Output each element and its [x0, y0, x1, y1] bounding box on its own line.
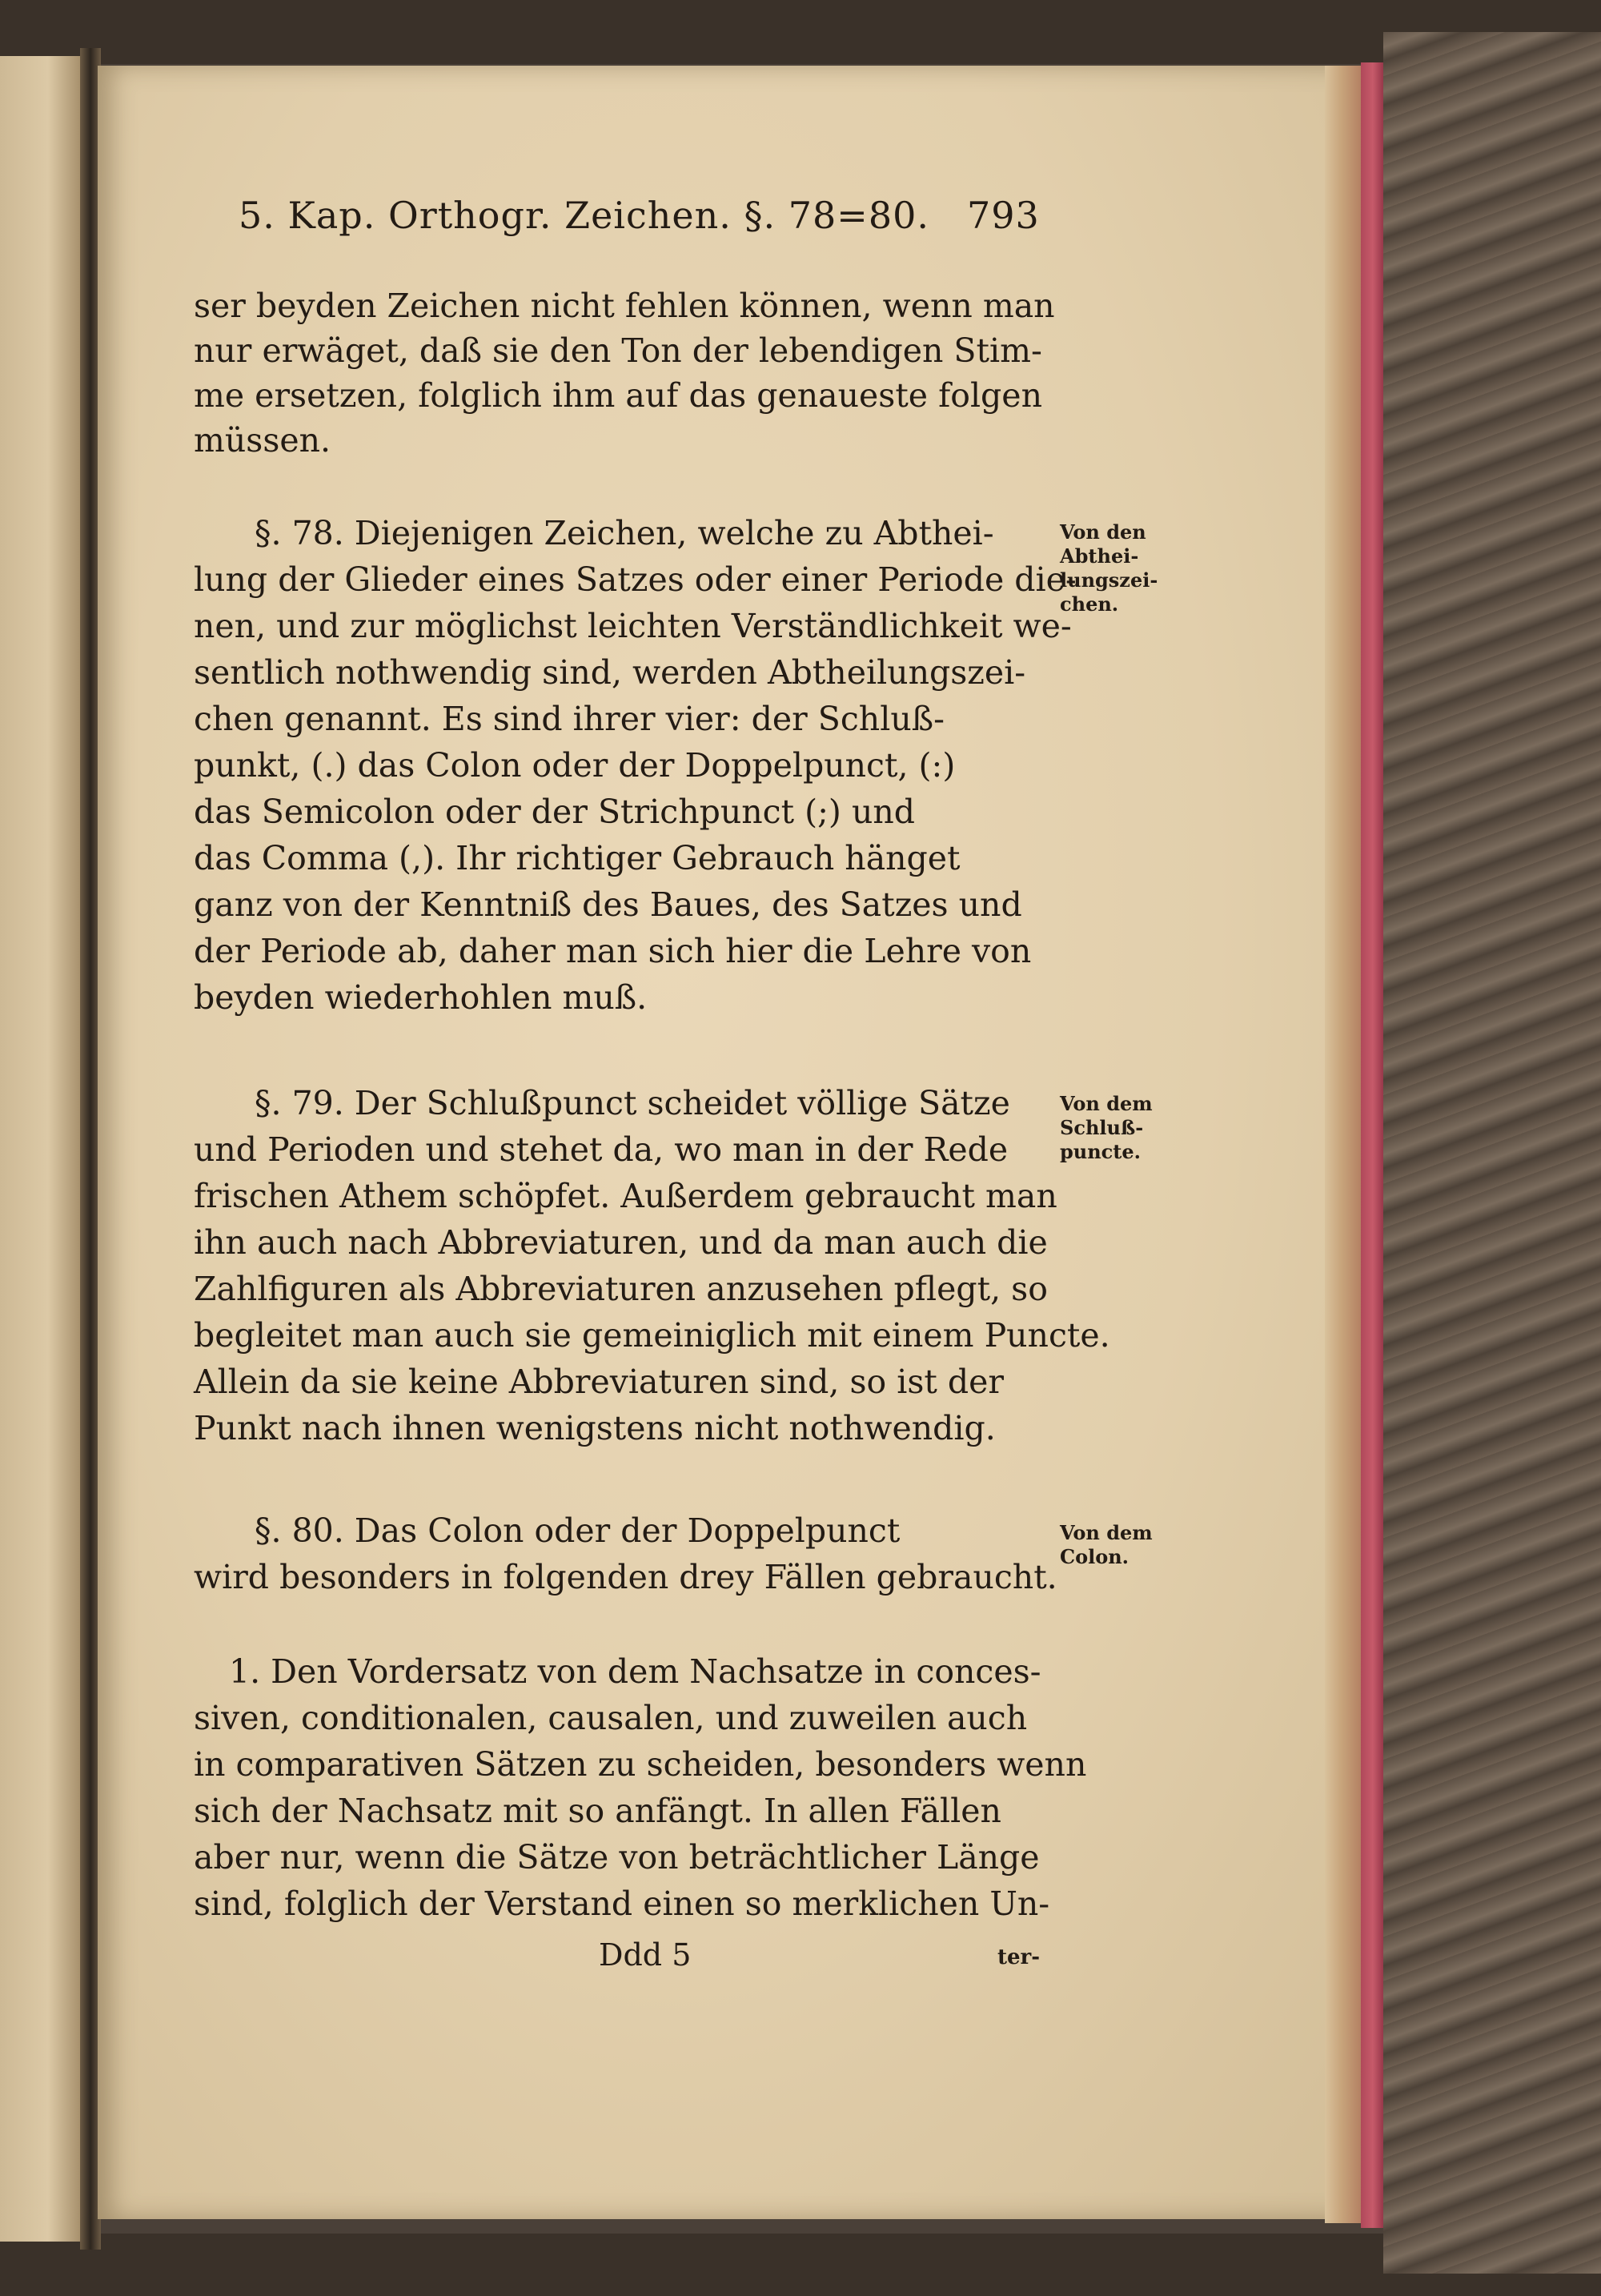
- margin-note-line: puncte.: [1060, 1140, 1142, 1163]
- margin-note-line: Schluß-: [1060, 1116, 1144, 1139]
- text-line: aber nur, wenn die Sätze von beträchtlicher Länge: [194, 1838, 1040, 1877]
- text-line: sind, folglich der Verstand einen so merklichen Un-: [194, 1885, 1050, 1923]
- text-line: sich der Nachsatz mit so anfängt. In allen Fällen: [194, 1792, 1001, 1830]
- margin-note-line: Von dem: [1060, 1521, 1153, 1544]
- margin-note-line: Abthei-: [1060, 544, 1139, 568]
- margin-note-80: [1060, 1521, 1153, 1569]
- text-line: der Periode ab, daher man sich hier die Lehre von: [194, 932, 1032, 970]
- left-page-edge: [0, 56, 80, 2242]
- text-line: §. 80. Das Colon oder der Doppelpunct: [255, 1511, 901, 1550]
- text-line: in comparativen Sätzen zu scheiden, besonders wenn: [194, 1745, 1087, 1784]
- margin-note-line: Von den: [1060, 520, 1146, 544]
- margin-note-line: chen.: [1060, 592, 1119, 616]
- background-bottom: [0, 2234, 1601, 2296]
- text-line: beyden wiederhohlen muß.: [194, 978, 648, 1017]
- text-line: lung der Glieder eines Satzes oder einer Periode die-: [194, 560, 1077, 599]
- background-top: [0, 0, 1601, 64]
- text-line: chen genannt. Es sind ihrer vier: der Schluß-: [194, 700, 945, 738]
- text-line: ihn auch nach Abbreviaturen, und da man auch die: [194, 1223, 1048, 1262]
- text-line: Zahlfiguren als Abbreviaturen anzusehen pflegt, so: [194, 1270, 1048, 1308]
- text-line: Allein da sie keine Abbreviaturen sind, so ist der: [194, 1363, 1005, 1401]
- text-line: punkt, (.) das Colon oder der Doppelpunct, (:): [194, 746, 956, 785]
- text-line: und Perioden und stehet da, wo man in der Rede: [194, 1130, 1009, 1169]
- text-line: nen, und zur möglichst leichten Verständlichkeit we-: [194, 607, 1072, 645]
- text-line: §. 79. Der Schlußpunct scheidet völlige Sätze: [255, 1084, 1010, 1122]
- page-number: 793: [967, 194, 1040, 237]
- text-line: sentlich nothwendig sind, werden Abtheilungszei-: [194, 653, 1026, 692]
- margin-note-line: lungszei-: [1060, 568, 1158, 592]
- running-title: 5. Kap. Orthogr. Zeichen. §. 78=80.: [239, 194, 929, 237]
- signature-mark: Ddd 5: [599, 1937, 692, 1973]
- text-line: das Comma (,). Ihr richtiger Gebrauch hänget: [194, 839, 961, 877]
- text-line: das Semicolon oder der Strichpunct (;) und: [194, 793, 916, 831]
- margin-note-79: [1060, 1092, 1153, 1164]
- margin-note-line: Von dem: [1060, 1092, 1153, 1115]
- text-line: 1. Den Vordersatz von dem Nachsatze in conces-: [229, 1652, 1041, 1691]
- text-line: Punkt nach ihnen wenigstens nicht nothwendig.: [194, 1409, 996, 1447]
- catchword: ter-: [997, 1945, 1041, 1969]
- text-line: frischen Athem schöpfet. Außerdem gebraucht man: [194, 1177, 1057, 1215]
- red-page-edge: [1361, 62, 1385, 2228]
- margin-note-78: [1060, 520, 1158, 616]
- text-line: wird besonders in folgenden drey Fällen gebraucht.: [194, 1558, 1057, 1596]
- page-block-edge: [1325, 66, 1365, 2223]
- margin-note-line: Colon.: [1060, 1545, 1130, 1568]
- text-line: me ersetzen, folglich ihm auf das genaueste folgen: [194, 376, 1042, 415]
- text-line: nur erwäget, daß sie den Ton der lebendigen Stim-: [194, 331, 1042, 370]
- text-line: begleitet man auch sie gemeiniglich mit einem Puncte.: [194, 1316, 1110, 1355]
- text-line: müssen.: [194, 421, 331, 460]
- text-line: siven, conditionalen, causalen, und zuweilen auch: [194, 1699, 1028, 1737]
- text-line: ser beyden Zeichen nicht fehlen können, wenn man: [194, 287, 1055, 325]
- marbled-cover: [1383, 32, 1601, 2274]
- text-line: §. 78. Diejenigen Zeichen, welche zu Abthei-: [255, 514, 994, 552]
- text-line: ganz von der Kenntniß des Baues, des Satzes und: [194, 885, 1022, 924]
